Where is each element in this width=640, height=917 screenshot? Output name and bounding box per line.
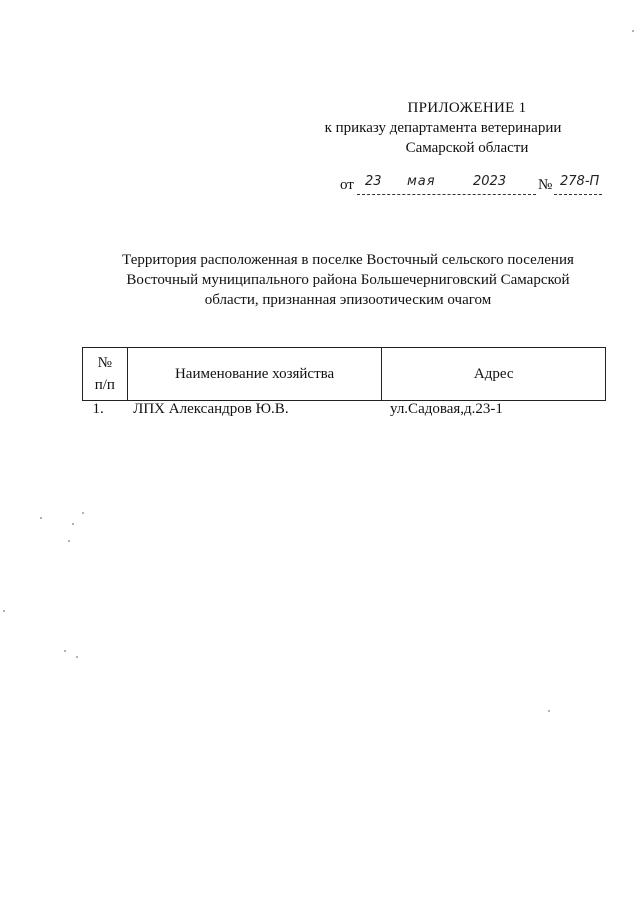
farms-table bbox=[82, 347, 606, 421]
table-header-row bbox=[83, 348, 606, 401]
scan-speck bbox=[68, 540, 70, 542]
appendix-title: ПРИЛОЖЕНИЕ 1 bbox=[407, 100, 527, 116]
heading-line-3: области, признанная эпизоотическим очагом bbox=[204, 292, 492, 308]
document-heading bbox=[100, 250, 596, 310]
scan-speck bbox=[82, 512, 84, 514]
header-number-symbol: № bbox=[97, 355, 112, 371]
row-number: 1. bbox=[92, 401, 104, 417]
scan-speck bbox=[632, 30, 634, 32]
header-number-abbr: п/п bbox=[94, 377, 115, 393]
appendix-region: Самарской области bbox=[405, 140, 529, 156]
scan-speck bbox=[76, 656, 78, 658]
order-number-field bbox=[554, 174, 602, 195]
order-number-value: 278-П bbox=[560, 174, 600, 189]
order-number-label: № bbox=[538, 177, 553, 193]
header-number bbox=[83, 348, 128, 401]
row-address: ул.Садовая,д.23-1 bbox=[389, 401, 503, 417]
order-date-month: мая bbox=[407, 174, 436, 189]
table-row bbox=[83, 401, 606, 422]
appendix-order-reference: к приказу департамента ветеринарии bbox=[324, 120, 562, 136]
order-from-label: от bbox=[340, 177, 354, 193]
order-date-number-line bbox=[340, 174, 602, 196]
order-date-year: 2023 bbox=[473, 174, 507, 189]
scan-speck bbox=[40, 517, 42, 519]
header-farm-name: Наименование хозяйства bbox=[127, 348, 382, 401]
scan-speck bbox=[548, 710, 550, 712]
header-address: Адрес bbox=[382, 348, 606, 401]
row-farm-name: ЛПХ Александров Ю.В. bbox=[133, 401, 289, 417]
heading-line-2: Восточный муниципального района Большечерниговский Самарской bbox=[126, 272, 570, 288]
scan-speck bbox=[64, 650, 66, 652]
appendix-header bbox=[293, 98, 593, 158]
order-date-field bbox=[357, 174, 536, 195]
order-date-day: 23 bbox=[365, 174, 382, 189]
heading-line-1: Территория расположенная в поселке Восточный сельского поселения bbox=[122, 252, 574, 268]
scan-speck bbox=[72, 523, 74, 525]
scan-speck bbox=[3, 610, 5, 612]
